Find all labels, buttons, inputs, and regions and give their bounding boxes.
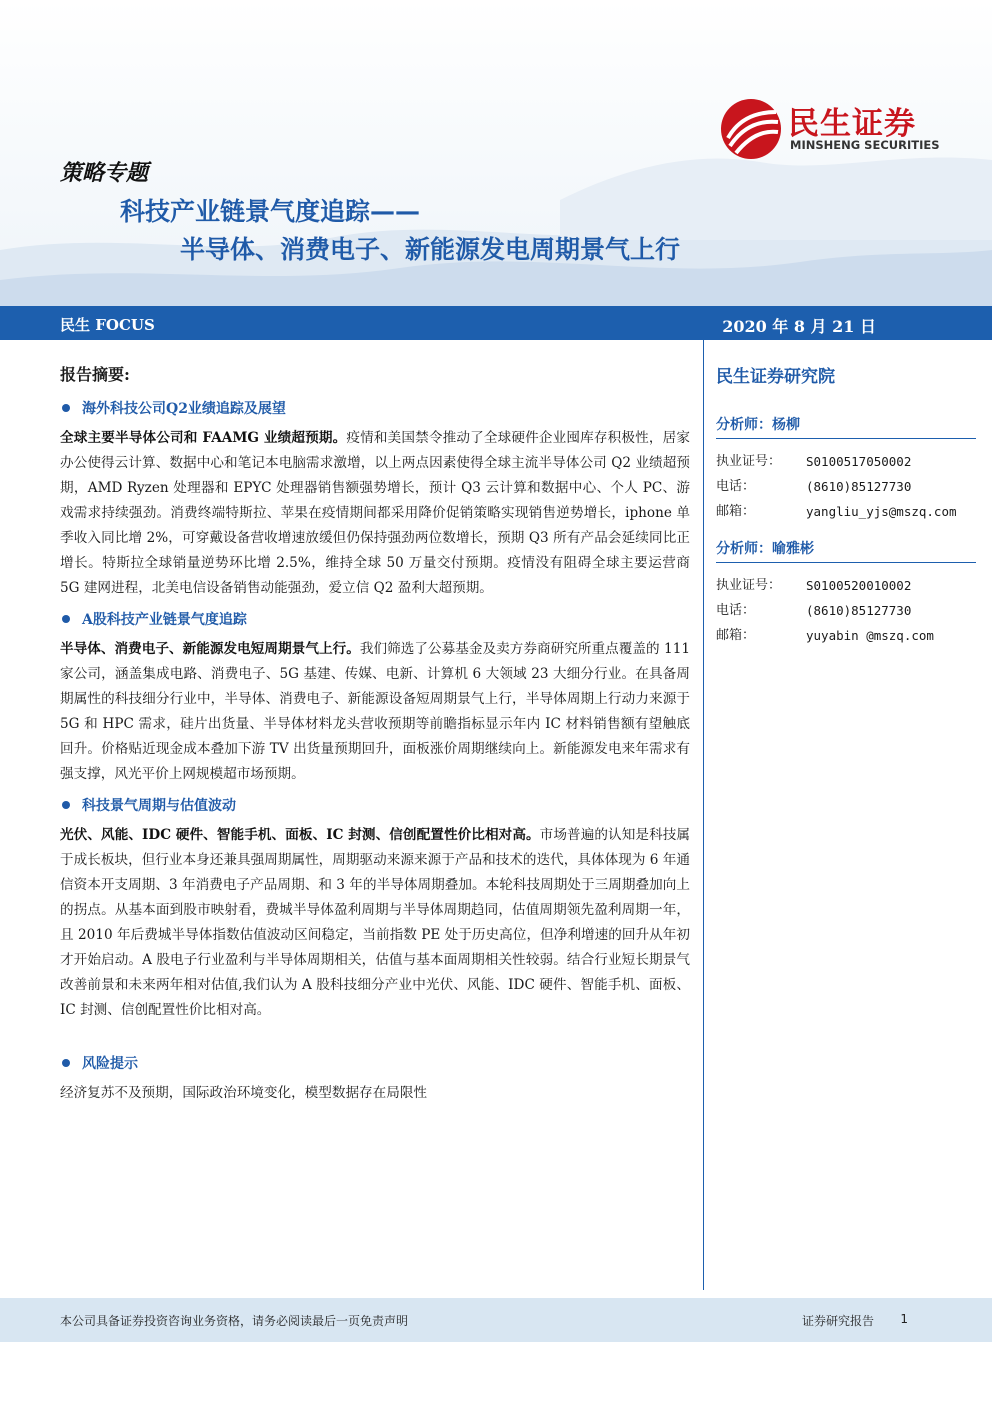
paragraph-lead: 半导体、消费电子、新能源发电短周期景气上行。 (60, 641, 360, 657)
paragraph-body: 经济复苏不及预期，国际政治环境变化，模型数据存在局限性 (60, 1085, 428, 1101)
report-title-line1: 科技产业链景气度追踪—— (120, 197, 421, 226)
logo-mark-icon (720, 98, 782, 160)
section-heading (60, 1053, 690, 1073)
summary-title: 报告摘要: (60, 365, 130, 384)
main-content (60, 362, 690, 1114)
phone-row (716, 598, 976, 623)
title-band (0, 306, 992, 340)
footer-disclaimer: 本公司具备证券投资咨询业务资格，请务必阅读最后一页免责声明 (60, 1314, 409, 1328)
paragraph-body: 疫情和美国禁令推动了全球硬件企业囤库存积极性，居家办公使得云计算、数据中心和笔记本电脑需求激增，以上两点因素使得全球主流半导体公司 Q2 业绩超预期，AMD Ryzen 处理器和 EPYC 处理器销售额强势增长，预计 Q3 云计算和数据中心、个人 PC、游戏需求持续强劲。消费终端特斯拉、苹果在疫情期间都采用降价促销策略实现销售逆势增长，iphone 单季收入同比增 2%，可穿戴设备营收增速放缓但仍保持强劲两位数增长，预期 Q3 所有产品会延续同比正增长。特斯拉全球销量逆势环比增 2.5%，维持全球 50 万量交付预期。疫情没有阻碍全球主要运营商 5G 建网进程，北美电信设备销售动能强劲，爱立信 Q2 盈利大超预期。 (60, 430, 690, 596)
section-paragraph (60, 1081, 690, 1106)
section-paragraph (60, 823, 690, 1023)
email-address[interactable]: yangliu_yjs@mszq.com (806, 504, 957, 519)
section-heading (60, 398, 690, 418)
section-paragraph (60, 637, 690, 787)
page-number: 1 (900, 1312, 908, 1326)
bullet-dot-icon (62, 615, 70, 623)
paragraph-body: 市场普遍的认知是科技属于成长板块，但行业本身还兼具强周期属性，周期驱动来源来源于产品和技术的迭代，具体体现为 6 年通信资本开支周期、3 年消费电子产品周期、和 3 年的半导体周期叠加。本轮科技周期处于三周期叠加向上的拐点。从基本面到股市映射看，费城半导体盈利周期与半导体周期趋同，估值周期领先盈利周期一年，且 2010 年后费城半导体指数估值波动区间稳定，当前指数 PE 处于历史高位，但净利增速的回升从年初才开始启动。A 股电子行业盈利与半导体周期相关，估值与基本面周期相关性较弱。结合行业短长期景气改善前景和未来两年相对估值,我们认为 A 股科技细分产业中光伏、风能、IDC 硬件、智能手机、面板、IC 封测、信创配置性价比相对高。 (60, 827, 691, 1018)
phone-label: 电话： (716, 479, 756, 494)
bullet-dot-icon (62, 801, 70, 809)
section-heading-text: 风险提示 (82, 1056, 138, 1072)
report-date: 2020 年 8 月 21 日 (722, 317, 876, 336)
paragraph-lead: 光伏、风能、IDC 硬件、智能手机、面板、IC 封测、信创配置性价比相对高。 (60, 827, 540, 843)
cert-label: 执业证号： (716, 454, 782, 469)
logo-text-cn: 民生证券 (788, 106, 916, 142)
section-heading (60, 609, 690, 629)
email-row (716, 623, 976, 648)
cert-row (716, 449, 976, 474)
analyst-name: 分析师：杨柳 (716, 414, 976, 439)
cert-row (716, 573, 976, 598)
phone-label: 电话： (716, 603, 756, 618)
cert-number: S0100520010002 (806, 578, 912, 593)
page-footer (0, 1298, 992, 1342)
bullet-dot-icon (62, 1059, 70, 1067)
footer-report-type: 证券研究报告 (801, 1314, 874, 1328)
analyst-card (716, 414, 976, 524)
paragraph-lead: 全球主要半导体公司和 FAAMG 业绩超预期。 (60, 430, 347, 446)
cert-number: S0100517050002 (806, 454, 912, 469)
section-heading-text: A股科技产业链景气度追踪 (82, 612, 247, 628)
section-paragraph (60, 426, 690, 601)
analyst-card (716, 538, 976, 648)
phone-row (716, 474, 976, 499)
report-title-line2: 半导体、消费电子、新能源发电周期景气上行 (180, 235, 681, 264)
email-label: 邮箱： (716, 504, 756, 519)
paragraph-body: 我们筛选了公募基金及卖方券商研究所重点覆盖的 111 家公司，涵盖集成电路、消费电子、5G 基建、传媒、电新、计算机 6 大领域 23 大细分行业。在具备周期属性的科技细分行业中，半导体、消费电子、新能源设备短周期景气上行，半导体周期上行动力来源于 5G 和 HPC 需求，硅片出货量、半导体材料龙头营收预期等前瞻指标显示年内 IC 材料销售额有望触底回升。价格贴近现金成本叠加下游 TV 出货量预期回升，面板涨价周期继续向上。新能源发电来年需求有强支撑，风光平价上网规模超市场预期。 (60, 641, 690, 782)
email-label: 邮箱： (716, 628, 756, 643)
email-row (716, 499, 976, 524)
section-heading-text: 海外科技公司Q2业绩追踪及展望 (82, 401, 286, 417)
column-divider (703, 340, 704, 1290)
institute-name: 民生证券研究院 (716, 367, 835, 387)
analyst-name: 分析师：喻雅彬 (716, 538, 976, 563)
bullet-dot-icon (62, 404, 70, 412)
band-series-label: 民生 FOCUS (60, 316, 155, 334)
section-heading (60, 795, 690, 815)
section-heading-text: 科技景气周期与估值波动 (82, 798, 236, 814)
minsheng-logo (720, 98, 960, 158)
email-address[interactable]: yuyabin @mszq.com (806, 628, 934, 643)
sidebar (716, 362, 976, 662)
logo-text-en: MINSHENG SECURITIES (790, 138, 940, 152)
report-category: 策略专题 (60, 160, 149, 186)
phone-number: (8610)85127730 (806, 479, 912, 494)
phone-number: (8610)85127730 (806, 603, 912, 618)
cert-label: 执业证号： (716, 578, 782, 593)
